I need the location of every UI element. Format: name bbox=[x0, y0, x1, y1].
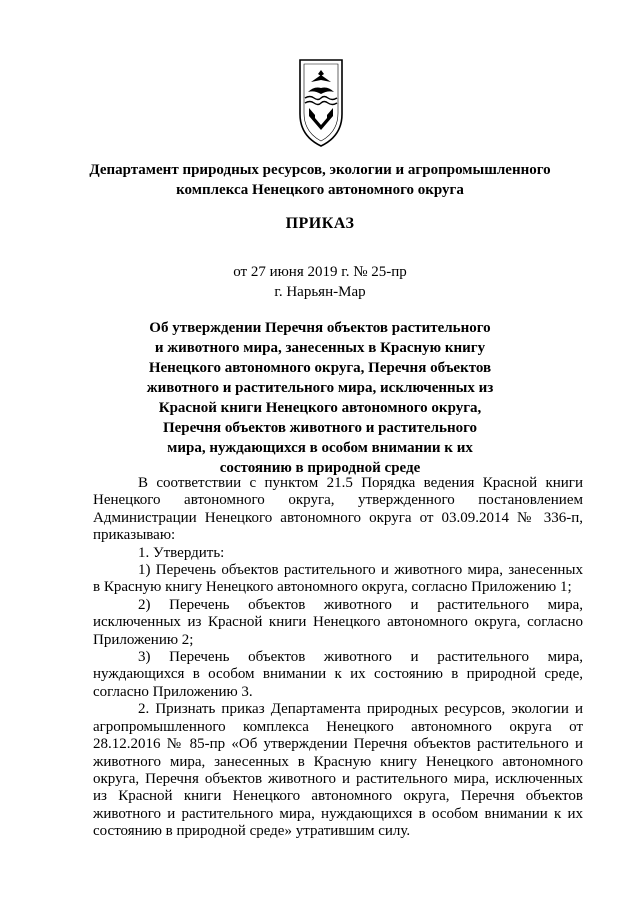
document-type-heading: ПРИКАЗ bbox=[285, 215, 355, 232]
title-line: Красной книги Ненецкого автономного округа, bbox=[158, 400, 482, 416]
department-line-2: комплекса Ненецкого автономного округа bbox=[176, 182, 464, 198]
title-line: мира, нуждающихся в особом внимании к их bbox=[167, 440, 473, 456]
title-line: Об утверждении Перечня объектов растительного bbox=[149, 320, 491, 336]
title-line: и животного мира, занесенных в Красную книгу bbox=[154, 340, 486, 356]
city-name: г. Нарьян-Мар bbox=[274, 284, 366, 300]
order-body bbox=[93, 475, 583, 841]
clause-1-item-1: 1) Перечень объектов растительного и животного мира, занесенных в Красную книгу Ненецкого автономного округа, согласно Приложению 1; bbox=[93, 562, 583, 596]
title-line: Ненецкого автономного округа, Перечня объектов bbox=[148, 360, 492, 376]
nenets-coat-of-arms-icon bbox=[296, 58, 346, 148]
title-line: животного и растительного мира, исключенных из bbox=[146, 380, 494, 396]
clause-1-item-3: 3) Перечень объектов животного и растительного мира, нуждающихся в особом внимании к их состоянию в природной среде, согласно Приложению 3. bbox=[93, 649, 583, 700]
department-line-1: Департамент природных ресурсов, экологии и агропромышленного bbox=[89, 162, 551, 178]
clause-1-item-2: 2) Перечень объектов животного и растительного мира, исключенных из Красной книги Ненецкого автономного округа, согласно Приложению 2; bbox=[93, 596, 583, 648]
date-block bbox=[60, 262, 580, 302]
title-line: Перечня объектов животного и растительного bbox=[162, 420, 478, 436]
department-name bbox=[60, 160, 580, 200]
clause-1: 1. Утвердить: bbox=[138, 544, 225, 561]
order-title bbox=[120, 318, 520, 478]
title-line: состоянию в природной среде bbox=[219, 460, 421, 476]
intro-paragraph: В соответствии с пунктом 21.5 Порядка ведения Красной книги Ненецкого автономного округа, утвержденного постановлением Администрации Ненецкого автономного округа от 03.09.2014 № 336-п, приказываю: bbox=[93, 475, 583, 544]
order-date-number: от 27 июня 2019 г. № 25-пр bbox=[233, 264, 407, 280]
clause-2: 2. Признать приказ Департамента природных ресурсов, экологии и агропромышленного комплекса Ненецкого автономного округа от 28.12.2016 № 85-пр «Об утверждении Перечня объектов растительного и животного мира, занесенных в Красную книгу Ненецкого автономного округа, Перечня объектов животного и растительного мира, исключенных из Красной книги Ненецкого автономного округа, Перечня объектов животного и растительного мира, нуждающихся в особом внимании к их состоянию в природной среде» утратившим силу. bbox=[93, 701, 583, 840]
